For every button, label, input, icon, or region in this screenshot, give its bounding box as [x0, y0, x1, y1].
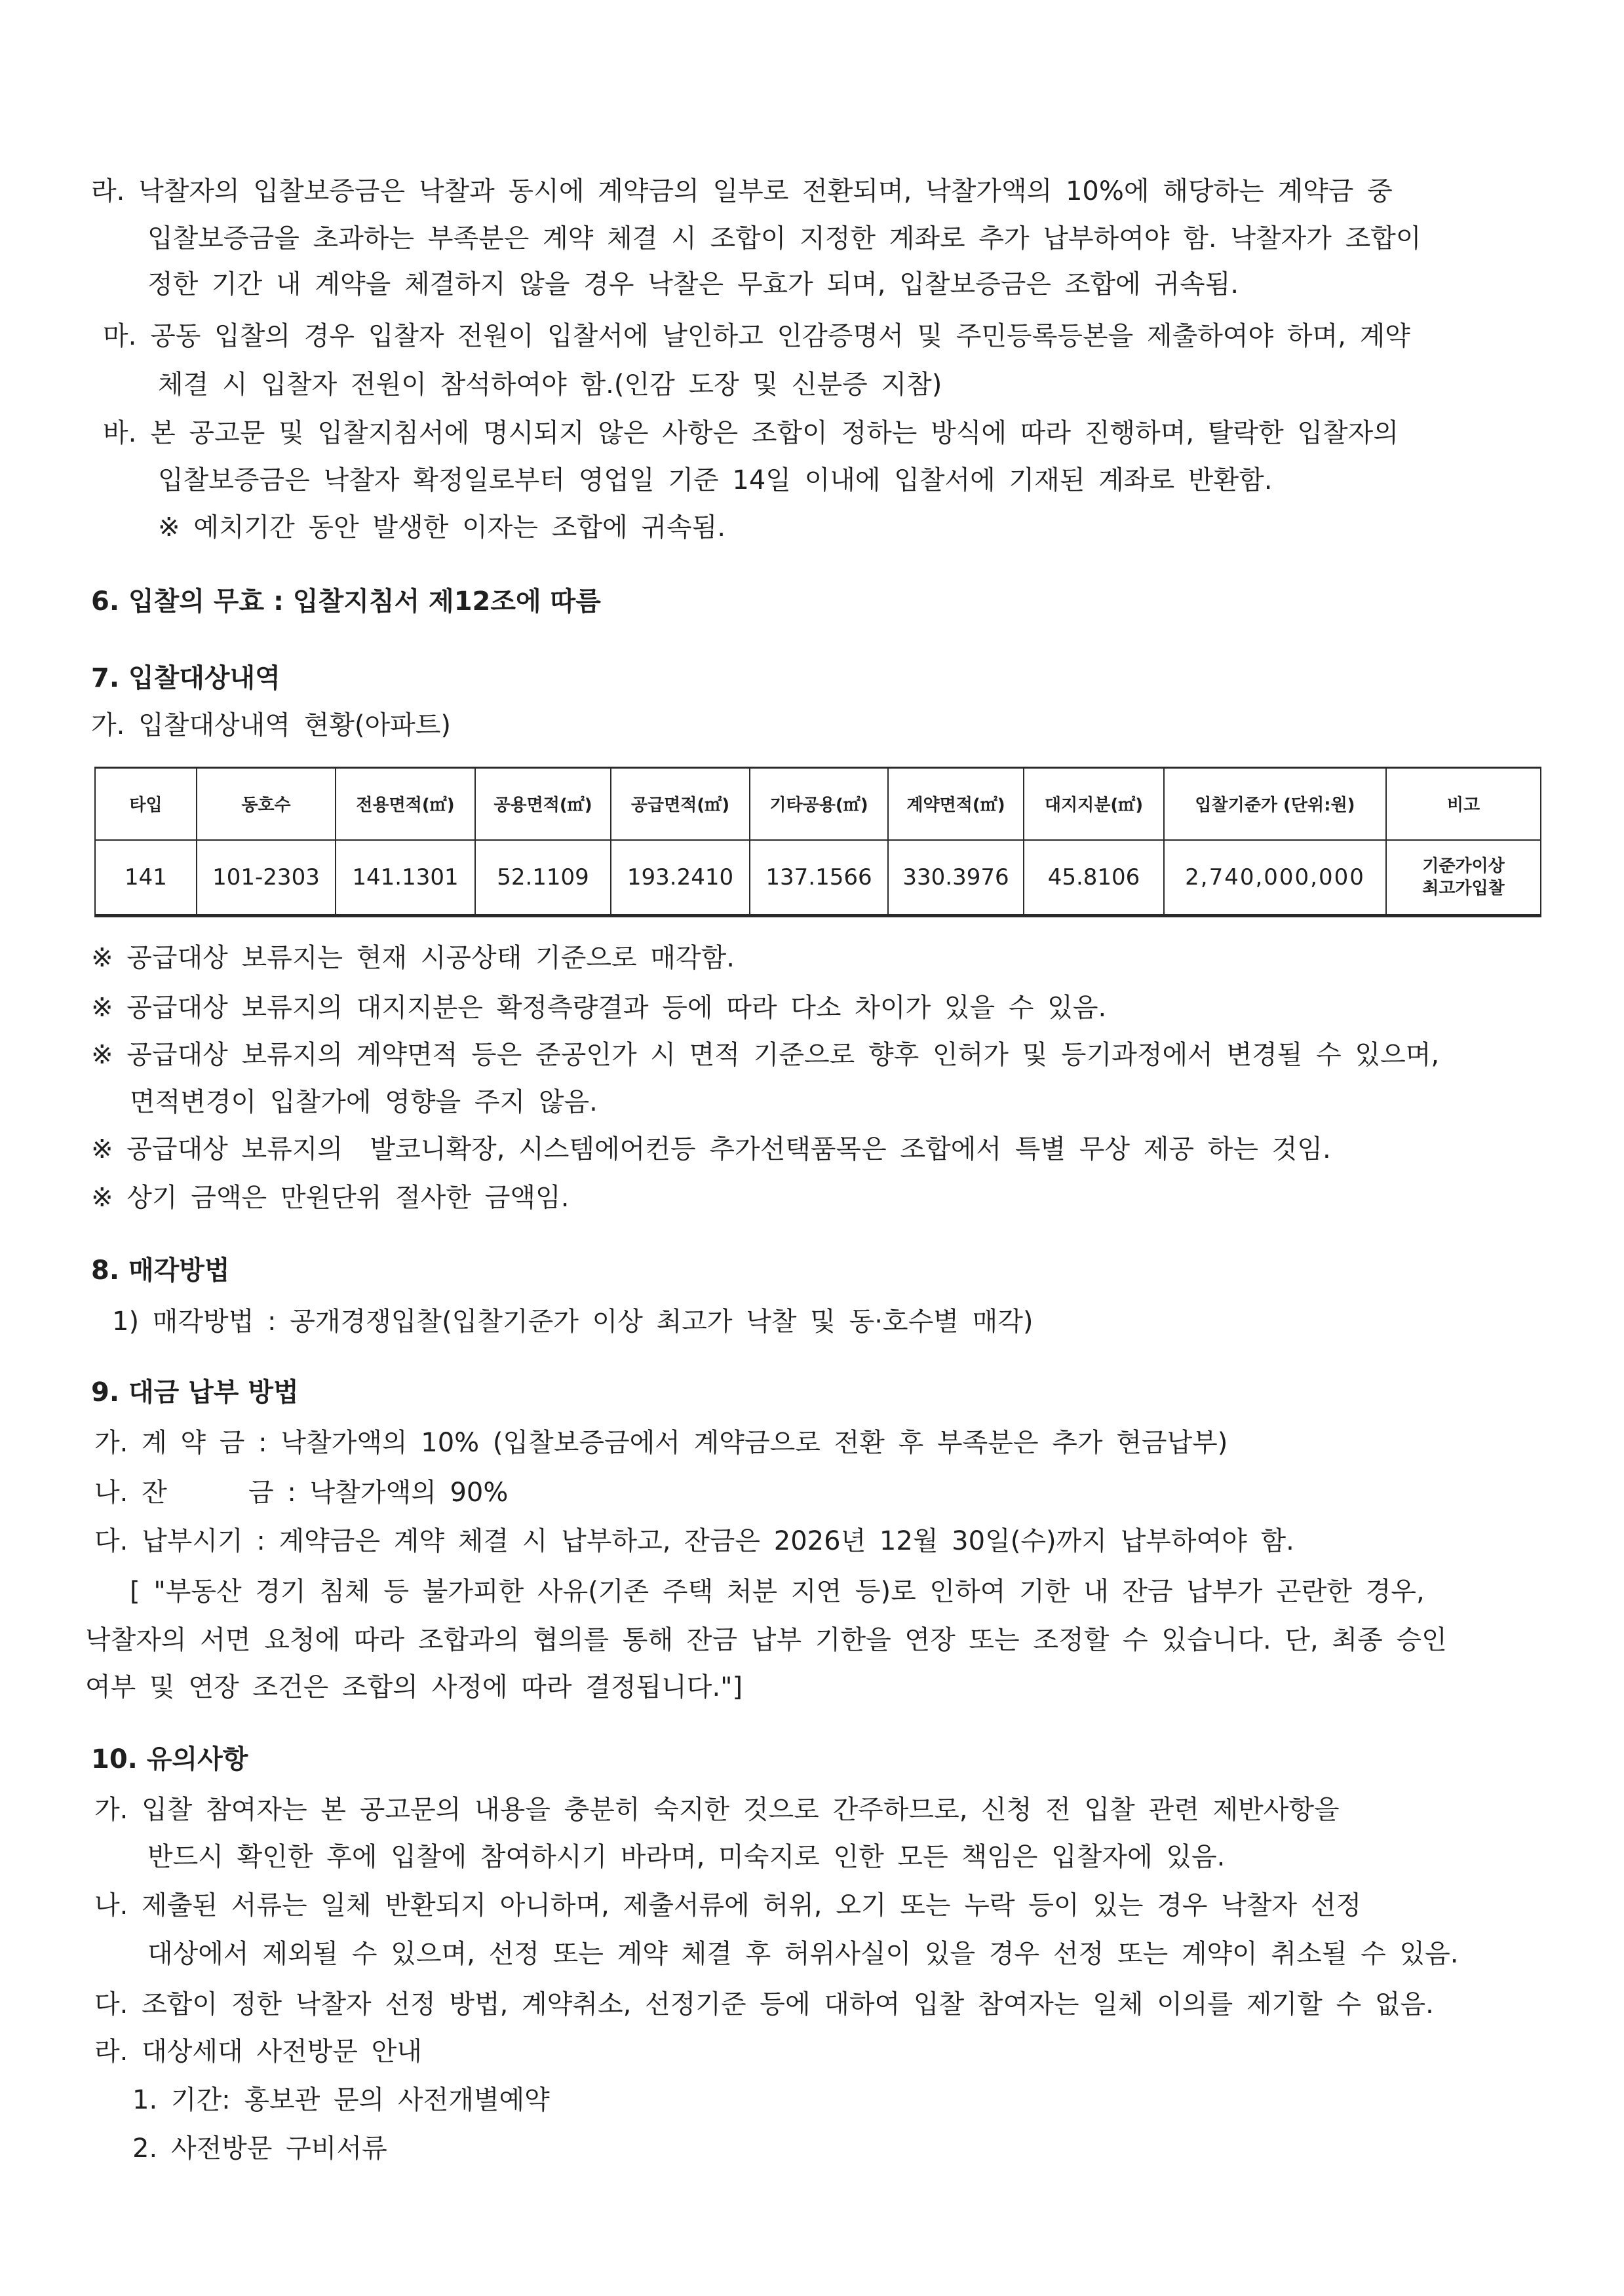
- table-header-unit: 동호수: [197, 768, 336, 840]
- table-header-other-common-area: 기타공용(㎡): [750, 768, 888, 840]
- section10-item-ga-line-2: 반드시 확인한 후에 입찰에 참여하시기 바라며, 미숙지로 인한 모든 책임은 입찰자에 있음.: [147, 1842, 1226, 1872]
- table-header-row: [95, 768, 1541, 840]
- table-cell-unit: 101-2303: [197, 840, 336, 916]
- section7-note-1: ※ 공급대상 보류지는 현재 시공상태 기준으로 매각함.: [91, 943, 735, 973]
- table-cell-common-area: 52.1109: [475, 840, 611, 916]
- table-cell-contract-area: 330.3976: [888, 840, 1024, 916]
- section10-heading: 10. 유의사항: [91, 1744, 248, 1774]
- section9-extension-note-line-3: 여부 및 연장 조건은 조합의 사정에 따라 결정됩니다."]: [85, 1672, 743, 1702]
- section10-item-na-line-2: 대상에서 제외될 수 있으며, 선정 또는 계약 체결 후 허위사실이 있을 경우 선정 또는 계약이 취소될 수 있음.: [147, 1939, 1459, 1969]
- section7-note-3-line-2: 면적변경이 입찰가에 영향을 주지 않음.: [130, 1087, 598, 1117]
- section10-item-na-line-1: 나. 제출된 서류는 일체 반환되지 아니하며, 제출서류에 허위, 오기 또는 누락 등이 있는 경우 낙찰자 선정: [94, 1890, 1362, 1921]
- table-cell-supply-area: 193.2410: [611, 840, 750, 916]
- section7-subheading: 가. 입찰대상내역 현황(아파트): [91, 710, 452, 740]
- table-header-contract-area: 계약면적(㎡): [888, 768, 1024, 840]
- table-cell-exclusive-area: 141.1301: [336, 840, 475, 916]
- table-cell-land-share: 45.8106: [1024, 840, 1164, 916]
- section9-item-deposit: 가. 계 약 금 : 낙찰가액의 10% (입찰보증금에서 계약금으로 전환 후 부족분은 추가 현금납부): [94, 1428, 1228, 1458]
- table-cell-type: 141: [95, 840, 197, 916]
- section10-item-ra-subitem-1: 1. 기간: 홍보관 문의 사전개별예약: [132, 2085, 550, 2115]
- section9-heading: 9. 대금 납부 방법: [91, 1377, 299, 1407]
- table-header-base-price: 입찰기준가 (단위:원): [1164, 768, 1386, 840]
- table-cell-base-price: 2,740,000,000: [1164, 840, 1386, 916]
- section7-note-3-line-1: ※ 공급대상 보류지의 계약면적 등은 준공인가 시 면적 기준으로 향후 인허가 및 등기과정에서 변경될 수 있으며,: [91, 1040, 1440, 1070]
- table-header-land-share: 대지지분(㎡): [1024, 768, 1164, 840]
- table-cell-remarks: [1386, 840, 1541, 916]
- remarks-line-2: 최고가입찰: [1422, 878, 1505, 898]
- section7-note-5: ※ 상기 금액은 만원단위 절사한 금액임.: [91, 1183, 570, 1213]
- section10-item-ga-line-1: 가. 입찰 참여자는 본 공고문의 내용을 충분히 숙지한 것으로 간주하므로, 신청 전 입찰 관련 제반사항을: [94, 1795, 1340, 1825]
- section7-note-2: ※ 공급대상 보류지의 대지지분은 확정측량결과 등에 따라 다소 차이가 있을 수 있음.: [91, 993, 1107, 1023]
- section10-item-ra-title: 라. 대상세대 사전방문 안내: [94, 2037, 422, 2067]
- section10-item-ra-subitem-2: 2. 사전방문 구비서류: [132, 2133, 387, 2164]
- section8-item-1: 1) 매각방법 : 공개경쟁입찰(입찰기준가 이상 최고가 낙찰 및 동·호수별 매각): [112, 1307, 1034, 1337]
- remarks-line-1: 기준가이상: [1422, 856, 1505, 876]
- item-ba-line-1: 바. 본 공고문 및 입찰지침서에 명시되지 않은 사항은 조합이 정하는 방식에 따라 진행하며, 탈락한 입찰자의: [103, 418, 1399, 448]
- section7-heading: 7. 입찰대상내역: [91, 663, 280, 693]
- item-ba-note: ※ 예치기간 동안 발생한 이자는 조합에 귀속됨.: [158, 512, 726, 543]
- item-ra-line-1: 라. 낙찰자의 입찰보증금은 낙찰과 동시에 계약금의 일부로 전환되며, 낙찰가액의 10%에 해당하는 계약금 중: [91, 176, 1393, 206]
- table-header-common-area: 공용면적(㎡): [475, 768, 611, 840]
- table-header-type: 타입: [95, 768, 197, 840]
- item-ba-line-2: 입찰보증금은 낙찰자 확정일로부터 영업일 기준 14일 이내에 입찰서에 기재된 계좌로 반환함.: [158, 465, 1273, 495]
- table-row: [95, 840, 1541, 916]
- section9-item-payment-timing: 다. 납부시기 : 계약금은 계약 체결 시 납부하고, 잔금은 2026년 12월 30일(수)까지 납부하여야 함.: [94, 1526, 1294, 1556]
- item-ra-line-3: 정한 기간 내 계약을 체결하지 않을 경우 낙찰은 무효가 되며, 입찰보증금은 조합에 귀속됨.: [147, 269, 1239, 299]
- table-header-remarks: 비고: [1386, 768, 1541, 840]
- table-header-supply-area: 공급면적(㎡): [611, 768, 750, 840]
- section7-note-4: ※ 공급대상 보류지의 발코니확장, 시스템에어컨등 추가선택품목은 조합에서 특별 무상 제공 하는 것임.: [91, 1134, 1331, 1164]
- section6-heading: 6. 입찰의 무효 : 입찰지침서 제12조에 따름: [91, 586, 601, 617]
- section8-heading: 8. 매각방법: [91, 1255, 230, 1286]
- section9-extension-note-line-2: 낙찰자의 서면 요청에 따라 조합과의 협의를 통해 잔금 납부 기한을 연장 또는 조정할 수 있습니다. 단, 최종 승인: [85, 1625, 1447, 1655]
- table-cell-other-common-area: 137.1566: [750, 840, 888, 916]
- table-header-exclusive-area: 전용면적(㎡): [336, 768, 475, 840]
- item-ma-line-1: 마. 공동 입찰의 경우 입찰자 전원이 입찰서에 날인하고 인감증명서 및 주민등록등본을 제출하여야 하며, 계약: [103, 321, 1410, 351]
- section10-item-da: 다. 조합이 정한 낙찰자 선정 방법, 계약취소, 선정기준 등에 대하여 입찰 참여자는 일체 이의를 제기할 수 없음.: [94, 1989, 1434, 2019]
- bid-target-table: [94, 767, 1541, 917]
- item-ra-line-2: 입찰보증금을 초과하는 부족분은 계약 체결 시 조합이 지정한 계좌로 추가 납부하여야 함. 낙찰자가 조합이: [147, 223, 1421, 254]
- item-ma-line-2: 체결 시 입찰자 전원이 참석하여야 함.(인감 도장 및 신분증 지참): [158, 370, 942, 400]
- section9-extension-note-line-1: [ "부동산 경기 침체 등 불가피한 사유(기존 주택 처분 지연 등)로 인하여 기한 내 잔금 납부가 곤란한 경우,: [130, 1577, 1425, 1607]
- section9-item-balance: 나. 잔 금 : 낙찰가액의 90%: [94, 1478, 509, 1508]
